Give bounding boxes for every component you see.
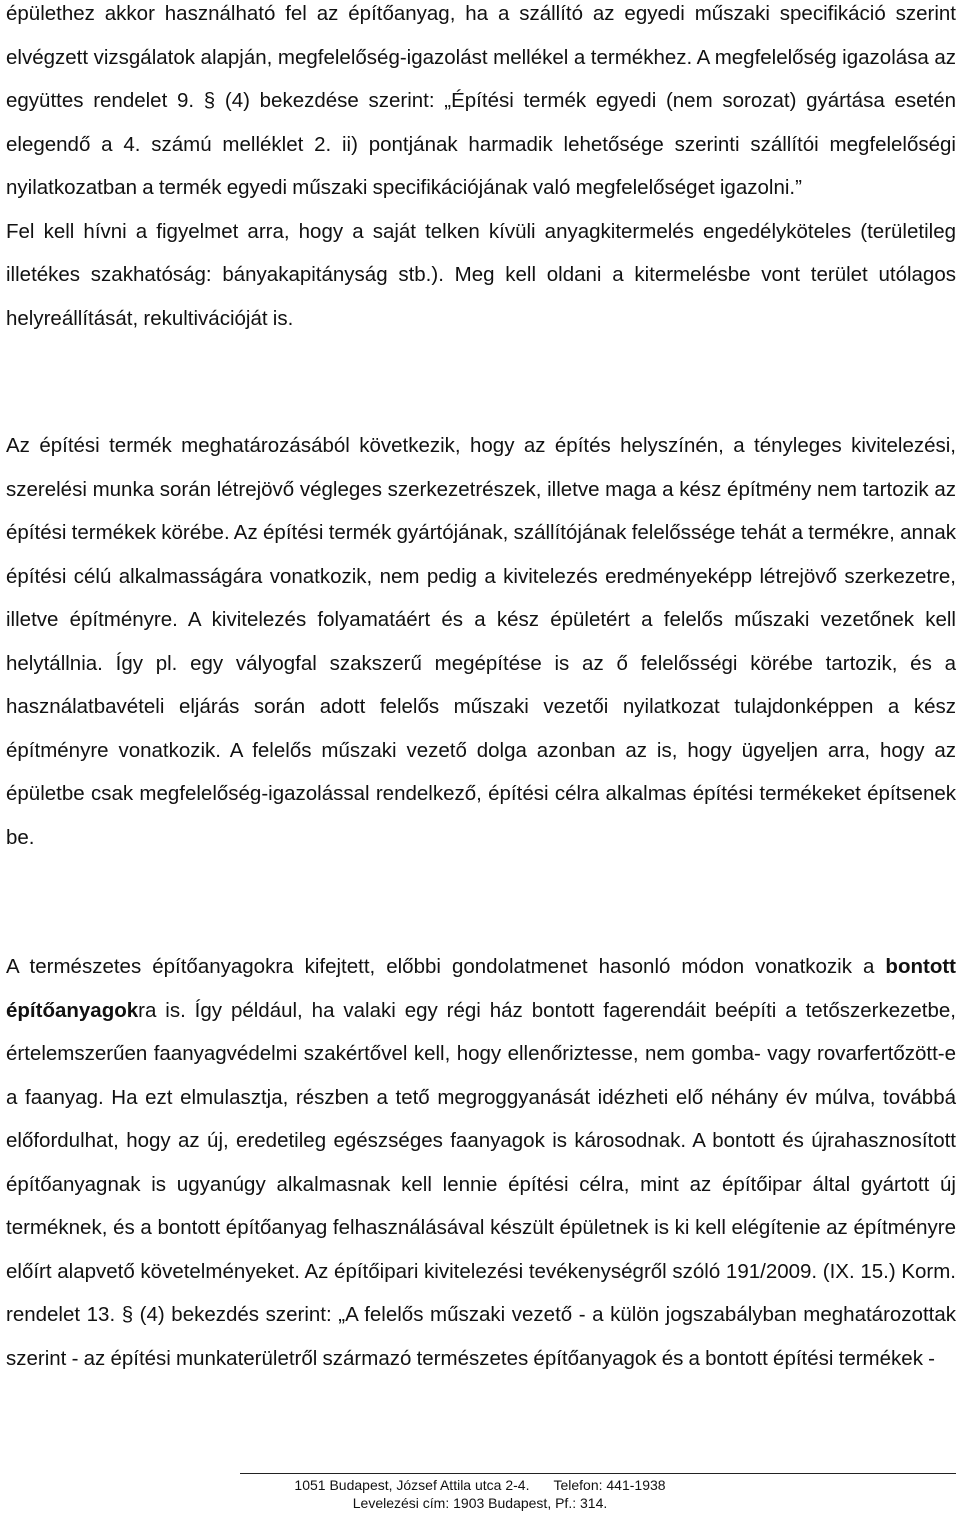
paragraph-1: [6, 0, 956, 340]
paragraph-3-bold-term: bontott építőanyagok: [6, 955, 956, 1022]
footer-line-1: [0, 1476, 960, 1494]
footer-address: 1051 Budapest, József Attila utca 2-4.: [294, 1477, 530, 1493]
paragraph-3-text-start: A természetes építőanyagokra kifejtett, előbbi gondolatmenet hasonló módon vonatkozik a: [6, 955, 886, 978]
footer-phone: Telefon: 441-1938: [553, 1477, 666, 1493]
footer-mailing-address: Levelezési cím: 1903 Budapest, Pf.: 314.: [352, 1495, 608, 1511]
footer-divider: [240, 1473, 956, 1474]
paragraph-1-continuation: Fel kell hívni a figyelmet arra, hogy a saját telken kívüli anyagkitermelés engedélyköteles (területileg illetékes szakhatóság: bányakapitányság stb.). Meg kell oldani a kitermelésbe vont terület utólagos helyreállítását, rekultivációját is.: [6, 219, 956, 330]
paragraph-3-text-end: ra is. Így például, ha valaki egy régi ház bontott fagerendáit beépíti a tetőszerkezetbe, értelemszerűen faanyagvédelmi szakértővel kell, hogy ellenőriztesse, nem gomba- vagy rovarfertőzött-e a faanyag. Ha ezt elmulasztja, részben a tető megroggyanását idézheti elő néhány év múlva, továbbá előfordulhat, hogy az új, eredetileg egészséges faanyagok is károsodnak. A bontott és újrahasznosított építőanyagnak is ugyanúgy alkalmasnak kell lennie építési célra, mint az építőipar által gyártott új terméknek, és a bontott építőanyag felhasználásával készült épületnek is ki kell elégítenie az építményre előírt alapvető követelményeket. Az építőipari kivitelezési tevékenységről szóló 191/2009. (IX. 15.) Korm. rendelet 13. § (4) bekezdés szerint: „A felelős műszaki vezető - a külön jogszabályban meghatározottak szerint - az építési munkaterületről származó természetes építőanyagok és a bontott építési termékek -: [6, 998, 956, 1370]
paragraph-2: Az építési termék meghatározásából következik, hogy az építés helyszínén, a tényleges kivitelezési, szerelési munka során létrejövő végleges szerkezetrészek, illetve maga a kész építmény nem tartozik az építési termékek körébe. Az építési termék gyártójának, szállítójának felelőssége tehát a termékre, annak építési célú alkalmasságára vonatkozik, nem pedig a kivitelezés eredményeképp létrejövő szerkezetre, illetve építményre. A kivitelezés folyamatáért és a kész épületért a felelős műszaki vezetőnek kell helytállnia. Így pl. egy vályogfal szakszerű megépítése is az ő felelősségi körébe tartozik, és a használatbavételi eljárás során adott felelős műszaki vezetői nyilatkozat tulajdonképpen a kész építményre vonatkozik. A felelős műszaki vezető dolga azonban az is, hogy ügyeljen arra, hogy az épületbe csak megfelelőség-igazolással rendelkező, építési célra alkalmas építési termékeket építsenek be.: [6, 434, 956, 849]
paragraph-3: [6, 945, 956, 1380]
footer-line-2: [0, 1494, 960, 1512]
paragraph-1-text: épülethez akkor használható fel az építőanyag, ha a szállító az egyedi műszaki specifikáció szerint elvégzett vizsgálatok alapján, megfelelőség-igazolást mellékel a termékhez. A megfelelőség igazolása az együttes rendelet 9. § (4) bekezdése szerint: „Építési termék egyedi (nem sorozat) gyártása esetén elegendő a 4. számú melléklet 2. ii) pontjának harmadik lehetősége szerinti szállítói megfelelőségi nyilatkozatban a termék egyedi műszaki specifikációjának való megfelelőséget igazolni.”: [6, 2, 956, 199]
